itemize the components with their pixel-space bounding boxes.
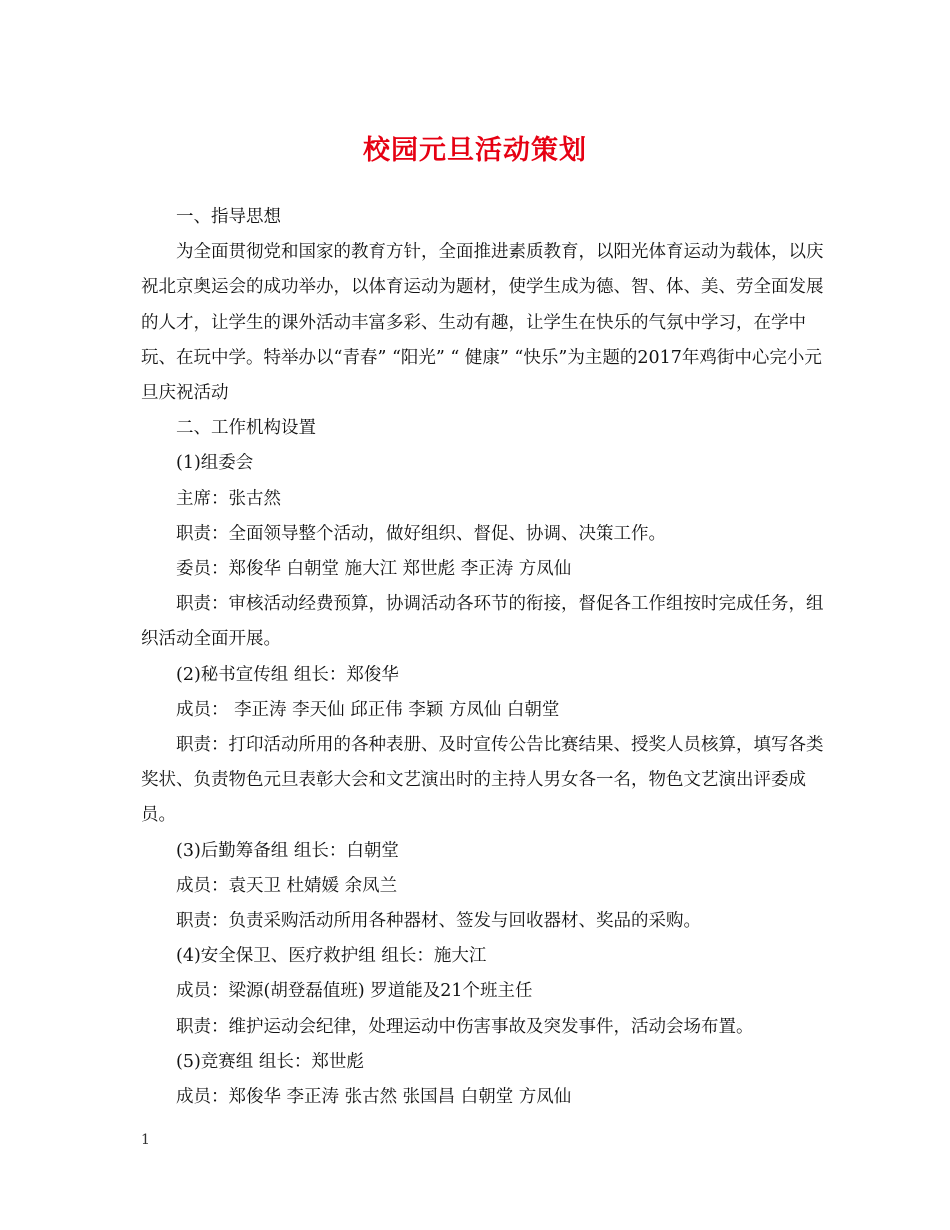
committee-members: 委员：郑俊华 白朝堂 施大江 郑世彪 李正涛 方凤仙: [176, 559, 572, 580]
heading-guiding-thought: 一、指导思想: [176, 207, 281, 227]
section-secretariat: (2)秘书宣传组 组长：郑俊华: [176, 664, 399, 685]
section-committee: (1)组委会: [176, 453, 254, 474]
logistics-members: 成员：袁天卫 杜婧媛 余凤兰: [176, 875, 398, 896]
section-logistics: (3)后勤筹备组 组长：白朝堂: [176, 840, 399, 861]
secretariat-members: 成员： 李正涛 李天仙 邱正伟 李颖 方凤仙 白朝堂: [176, 699, 560, 720]
logistics-duty: 职责：负责采购活动所用各种器材、签发与回收器材、奖品的采购。: [176, 911, 701, 932]
committee-chair: 主席：张古然: [176, 488, 281, 509]
secretariat-duty: 职责：打印活动所用的各种表册、及时宣传公告比赛结果、授奖人员核算，填写各类奖状、负责物色元旦表彰大会和文艺演出时的主持人男女各一名，物色文艺演出评委成员。: [141, 735, 824, 826]
committee-chair-duty: 职责：全面领导整个活动，做好组织、督促、协调、决策工作。: [176, 523, 666, 544]
section-safety: (4)安全保卫、医疗救护组 组长：施大江: [176, 946, 487, 967]
document-title: 校园元旦活动策划: [363, 135, 587, 166]
heading-organization: 二、工作机构设置: [176, 418, 316, 439]
safety-duty: 职责：维护运动会纪律，处理运动中伤害事故及突发事件，活动会场布置。: [176, 1016, 754, 1037]
document-body: [141, 200, 833, 1115]
competition-members: 成员：郑俊华 李正涛 张古然 张国昌 白朝堂 方凤仙: [176, 1087, 572, 1108]
committee-members-duty: 职责：审核活动经费预算，协调活动各环节的衔接，督促各工作组按时完成任务，组织活动全面开展。: [141, 594, 824, 650]
safety-members: 成员：梁源(胡登磊值班) 罗道能及21个班主任: [176, 981, 533, 1002]
section-competition: (5)竞赛组 组长：郑世彪: [176, 1051, 364, 1072]
paragraph-guiding-thought: 为全面贯彻党和国家的教育方针，全面推进素质教育，以阳光体育运动为载体，以庆祝北京奥运会的成功举办，以体育运动为题材，使学生成为德、智、体、美、劳全面发展的人才，让学生的课外活动丰富多彩、生动有趣，让学生在快乐的气氛中学习，在学中玩、在玩中学。特举办以“青春” “阳光” “ 健康” “快乐”为主题的2017年鸡街中心完小元旦庆祝活动: [141, 242, 824, 404]
page-number: 1: [141, 1132, 150, 1148]
